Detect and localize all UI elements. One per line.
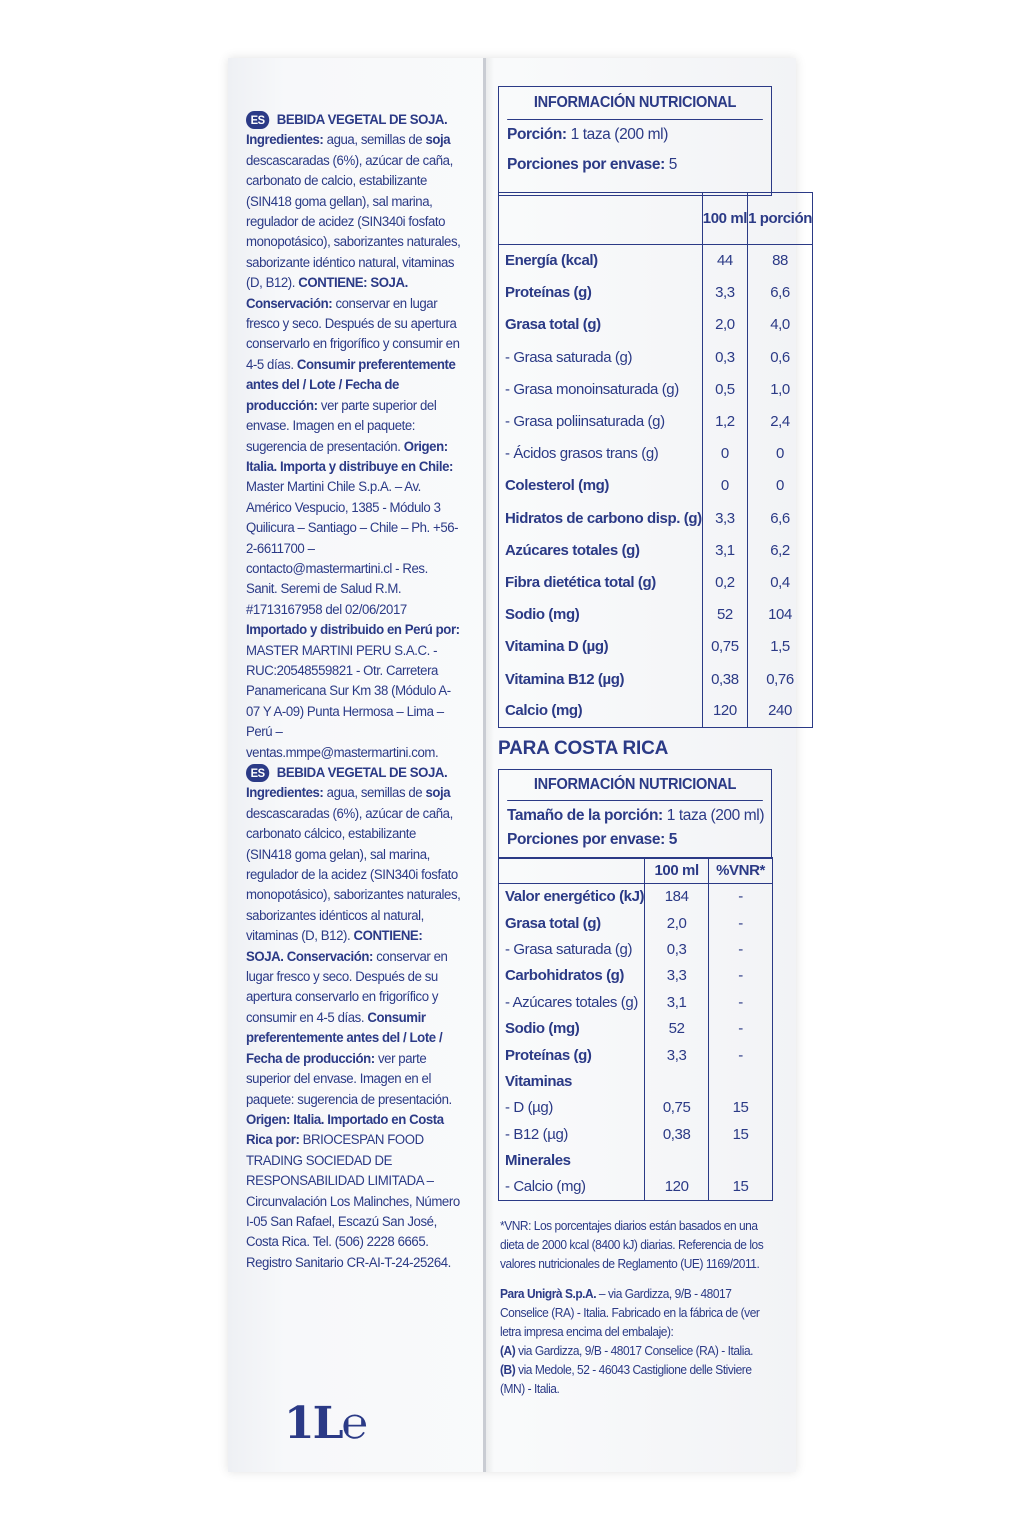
nutrient-label: Grasa total (g) [499,309,703,341]
table-row [499,1121,773,1147]
nutrient-value [709,1147,773,1173]
table-header-row [499,193,813,245]
nutrient-label: Sodio (mg) [499,599,703,631]
nutrient-value [645,1147,709,1173]
nutrient-value: 2,0 [702,309,747,341]
nutrient-label: Fibra dietética total (g) [499,566,703,598]
nutrient-value: 240 [748,695,813,727]
table-row [499,566,813,598]
nutrient-label: Vitaminas [499,1068,645,1094]
nutrient-value: 44 [702,245,747,277]
table-row [499,936,773,962]
nutrient-label: Carbohidratos (g) [499,963,645,989]
nutrient-value: 15 [709,1121,773,1147]
nutrient-value: 6,2 [748,534,813,566]
chile-peru-block: ES BEBIDA VEGETAL DE SOJA. Ingredientes: agua, semillas de soja descascaradas (6%), azúcar de caña, carbonato de calcio, estabilizante (SIN418 goma gellan), sal marina, regulador de acidez (SIN340i fosfato monopotásico), saborizantes naturales, saborizante idéntico natural, vitaminas (D, B12). CONTIENE: SOJA. Conservación: conservar en lugar fresco y seco. Después de su apertura conservarlo en frigorífico y consumir en 4-5 días. Consumir preferentemente antes del / Lote / Fecha de producción: ver parte superior del envase. Imagen en el paquete: sugerencia de presentación. Origen: Italia. Importa y distribuye en Chile: Master Martini Chile S.p.A. – Av. Américo Vespucio, 1385 - Módulo 3 Quilicura – Santiago – Chile – Ph. +56-2-6611700 – contacto@mastermartini.cl - Res. Sanit. Seremi de Salud R.M. #1713167958 del 02/06/2017 Importado y distribuido en Perú por: MASTER MARTINI PERU S.A.C. - RUC:20548559821 - Otr. Carretera Panamericana Sur Km 38 (Módulo A-07 Y A-09) Punta Hermosa – Lima – Perú – ventas.mmpe@mastermartini.com. [246,112,461,761]
nutrient-value: 15 [709,1174,773,1200]
nutrient-label: Azúcares totales (g) [499,534,703,566]
nutrient-value: - [709,884,773,910]
nutrition-table-1-header [498,86,772,196]
carton-panel [228,58,812,1472]
table-row [499,989,773,1015]
nutrient-value: 2,0 [645,910,709,936]
nutrient-label: - B12 (µg) [499,1121,645,1147]
table-row [499,405,813,437]
nutrient-value: - [709,910,773,936]
product-title: BEBIDA VEGETAL DE SOJA. [276,765,448,781]
table-row [499,884,773,910]
nutrient-value: 6,6 [748,277,813,309]
table-row [499,1042,773,1068]
table-row [499,1015,773,1041]
table-row [499,1147,773,1173]
table-row [499,663,813,695]
table-row [499,309,813,341]
nutrient-label: - Calcio (mg) [499,1174,645,1200]
nutrient-value: 184 [645,884,709,910]
ingredients-column [246,110,462,1273]
nutrient-value: 3,3 [645,963,709,989]
nutrient-value: 0,3 [645,936,709,962]
nutrient-value: 0,76 [748,663,813,695]
nutrient-label: Energía (kcal) [499,245,703,277]
nutrient-value: - [709,936,773,962]
table-row [499,438,813,470]
nutrient-value: 3,1 [645,989,709,1015]
nutrient-label: Vitamina D (µg) [499,631,703,663]
nutrient-label: - Grasa monoinsaturada (g) [499,373,703,405]
nutrient-value: 0,38 [702,663,747,695]
servings-line: Porciones por envase: 5 [507,156,677,173]
table-row [499,245,813,277]
nutrient-value: 0,5 [702,373,747,405]
nutrient-label: Proteínas (g) [499,1042,645,1068]
nutrient-label: Valor energético (kJ) [499,884,645,910]
nutrition-table-1 [498,192,813,728]
nutrient-value: 120 [702,695,747,727]
nutrient-label: - Grasa saturada (g) [499,936,645,962]
nutrient-label: - D (µg) [499,1095,645,1121]
es-language-badge: ES [246,111,269,129]
nutrient-label: - Azúcares totales (g) [499,989,645,1015]
nutrient-label: Proteínas (g) [499,277,703,309]
nutrient-value: - [709,963,773,989]
nutrient-value [645,1068,709,1094]
table-row [499,341,813,373]
nutrient-value: 0 [702,470,747,502]
servings-line: Porciones por envase: 5 [507,831,677,848]
table-row [499,695,813,727]
nutrition-table-2 [498,857,773,1201]
nutrient-value: 0,6 [748,341,813,373]
nutrient-value: 2,4 [748,405,813,437]
nutrient-value: 3,3 [702,277,747,309]
nutrient-value: 0,75 [645,1095,709,1121]
costa-rica-heading: PARA COSTA RICA [498,738,669,759]
nutrient-value: - [709,989,773,1015]
nutrient-value: 0 [702,438,747,470]
nutrient-value: 0,4 [748,566,813,598]
nutrient-value: 0,2 [702,566,747,598]
nutrient-label: - Grasa poliinsaturada (g) [499,405,703,437]
table-row [499,373,813,405]
table-title: INFORMACIÓN NUTRICIONAL [507,87,763,120]
nutrient-label: Calcio (mg) [499,695,703,727]
table-row [499,470,813,502]
table-row [499,534,813,566]
nutrient-value: 3,1 [702,534,747,566]
table-row [499,277,813,309]
nutrient-value: 0 [748,470,813,502]
nutrient-label: - Ácidos grasos trans (g) [499,438,703,470]
column-header: %VNR* [709,858,773,884]
column-header: 1 porción [748,193,813,245]
nutrient-value: 0,3 [702,341,747,373]
nutrient-value: 0,38 [645,1121,709,1147]
nutrient-value: 52 [645,1015,709,1041]
nutrient-label: Minerales [499,1147,645,1173]
product-title: BEBIDA VEGETAL DE SOJA. [276,112,448,128]
nutrient-label: Hidratos de carbono disp. (g) [499,502,703,534]
vnr-footnote: *VNR: Los porcentajes diarios están basados en una dieta de 2000 kcal (8400 kJ) diarias. Referencia de los valores nutricionales de Reglamento (UE) 1169/2011. [500,1218,764,1271]
nutrient-value: 1,0 [748,373,813,405]
nutrition-table-2-header [498,769,772,859]
nutrient-value: 3,3 [645,1042,709,1068]
nutrient-value: 1,5 [748,631,813,663]
nutrient-value: 52 [702,599,747,631]
table-row [499,1174,773,1200]
nutrient-value: 120 [645,1174,709,1200]
nutrient-value: 88 [748,245,813,277]
nutrient-label: - Grasa saturada (g) [499,341,703,373]
nutrient-label: Vitamina B12 (µg) [499,663,703,695]
nutrient-value: - [709,1042,773,1068]
nutrient-value [709,1068,773,1094]
table-row [499,502,813,534]
volume-mark: 1L℮ [284,1398,366,1449]
nutrient-value: 15 [709,1095,773,1121]
table-title: INFORMACIÓN NUTRICIONAL [507,770,763,801]
table-row [499,631,813,663]
column-header: 100 ml [702,193,747,245]
table-row [499,1068,773,1094]
nutrient-value: 3,3 [702,502,747,534]
nutrient-label: Grasa total (g) [499,910,645,936]
portion-line: Tamaño de la porción: 1 taza (200 ml) [507,807,765,824]
nutrient-label: Colesterol (mg) [499,470,703,502]
manufacturer-block: Para Unigrà S.p.A. – via Gardizza, 9/B - 48017 Conselice (RA) - Italia. Fabricado en la fábrica de (ver letra impresa encima del embalaje): (A) via Gardizza, 9/B - 48017 Conselice (RA) - Italia. (B) via Medole, 52 - 46043 Castiglione delle Stiviere (MN) - Italia. [500,1286,760,1396]
nutrient-value: 0 [748,438,813,470]
column-header: 100 ml [645,858,709,884]
nutrient-value: - [709,1015,773,1041]
nutrient-value: 6,6 [748,502,813,534]
portion-line: Porción: 1 taza (200 ml) [507,126,668,143]
table-row [499,910,773,936]
table-row [499,599,813,631]
nutrient-value: 104 [748,599,813,631]
table-row [499,1095,773,1121]
nutrient-label: Sodio (mg) [499,1015,645,1041]
nutrient-value: 1,2 [702,405,747,437]
costa-rica-block: ES BEBIDA VEGETAL DE SOJA. Ingredientes: agua, semillas de soja descascaradas (6%), azúcar de caña, carbonato cálcico, estabilizante (SIN418 goma gelan), sal marina, regulador de la acidez (SIN340i fosfato monopotásico), saborizantes naturales, saborizantes idénticos al natural, vitaminas (D, B12). CONTIENE: SOJA. Conservación: conservar en lugar fresco y seco. Después de su apertura conservarlo en frigorífico y consumir en 4-5 días. Consumir preferentemente antes del / Lote / Fecha de producción: ver parte superior del envase. Imagen en el paquete: sugerencia de presentación. Origen: Italia. Importado en Costa Rica por: BRIOCESPAN FOOD TRADING SOCIEDAD DE RESPONSABILIDAD LIMITADA – Circunvalación Los Malinches, Número I-05 San Rafael, Escazú San José, Costa Rica. Tel. (506) 2228 6665. Registro Sanitario CR-AI-T-24-25264. [246,765,461,1271]
nutrient-value: 0,75 [702,631,747,663]
table-row [499,963,773,989]
nutrient-value: 4,0 [748,309,813,341]
table-header-row [499,858,773,884]
es-language-badge: ES [246,764,269,782]
